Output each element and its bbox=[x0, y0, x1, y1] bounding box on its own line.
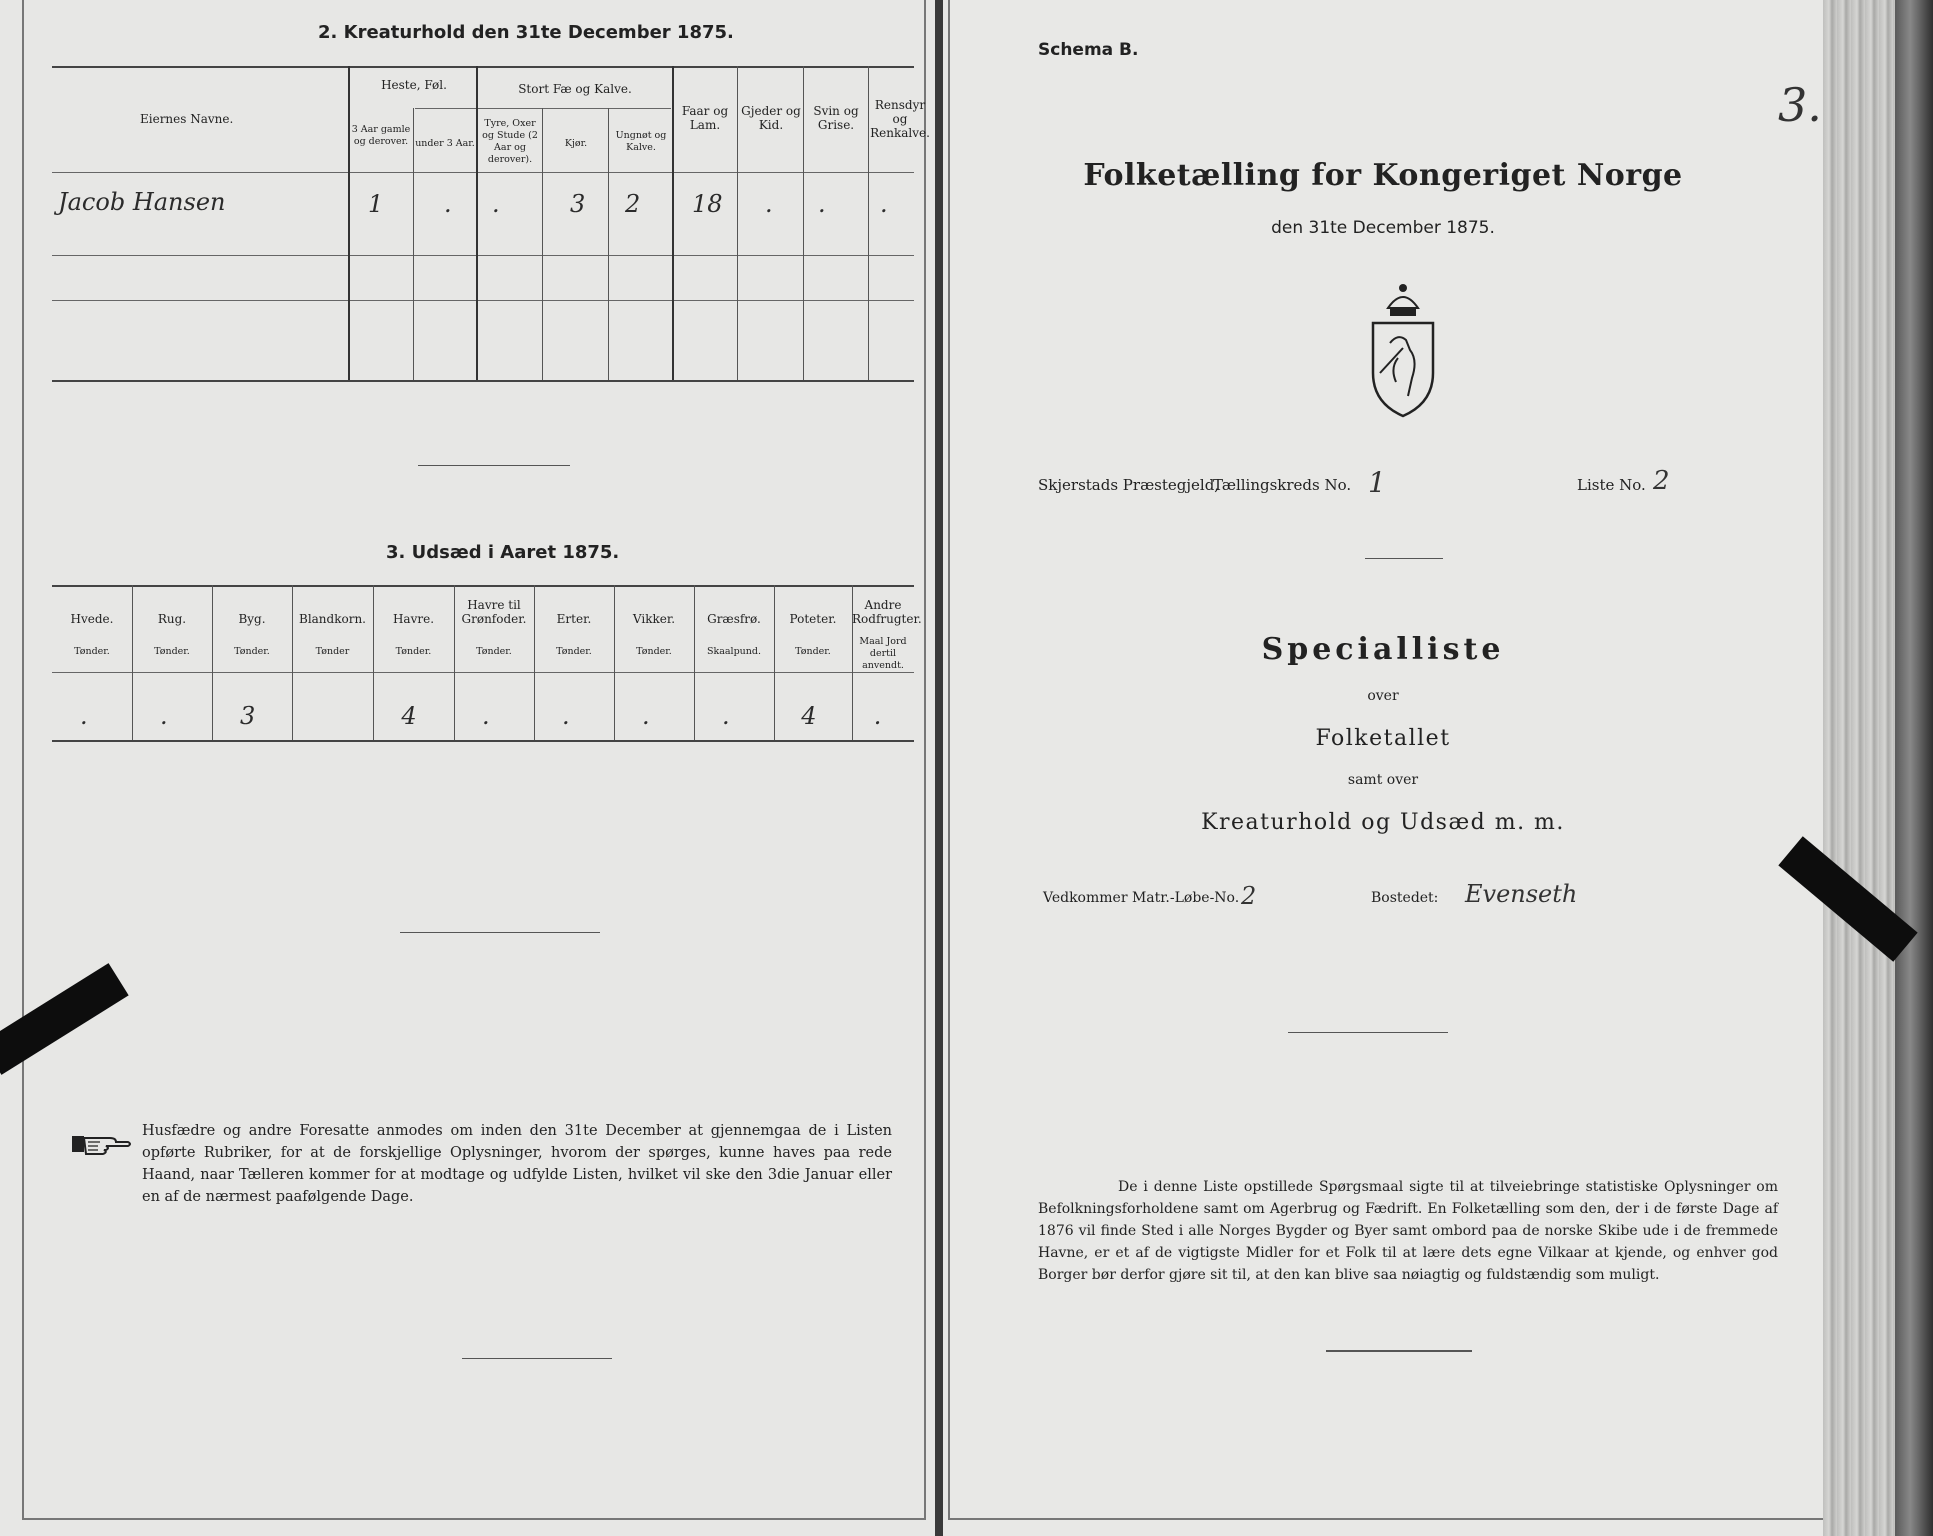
explanation-text: De i denne Liste opstillede Spørgsmaal sigte til at tilveiebringe statistiske Oplysninger om Befolkningsforholdene samt om Agerbrug og Fædrift. En Folketælling som den, der i de første Dage af 1876 vil finde Sted i alle Norges Bygder og Byer samt ombord paa de norske Skibe ude i de fremmede Havne, er et af de vigtigste Midler for et Folk til at lære dets egne Vilkaar at kjende, og enhver god Borger bør derfor gjøre sit til, at den kan blive saa nøiagtig og fuldstændig som muligt. bbox=[1038, 1179, 1778, 1283]
udsaed-value: 4 bbox=[801, 702, 817, 730]
header-horses-young: under 3 Aar. bbox=[415, 138, 475, 149]
table2-col-line bbox=[542, 108, 543, 380]
udsaed-header-unit: Tønder. bbox=[74, 646, 110, 657]
table3-bottom-rule bbox=[52, 740, 914, 742]
special-title: Specialliste bbox=[1261, 632, 1505, 667]
pointing-hand-icon bbox=[70, 1130, 132, 1158]
header-cattle: Stort Fæ og Kalve. bbox=[518, 82, 632, 96]
value-cattle-young: 2 bbox=[625, 190, 641, 218]
header-pigs: Svin og Grise. bbox=[813, 104, 859, 132]
table3-col-line bbox=[373, 585, 374, 740]
table2-header-rule bbox=[52, 172, 914, 173]
table2-col-line bbox=[868, 66, 869, 380]
table2-col-line bbox=[803, 66, 804, 380]
table3-col-line bbox=[534, 585, 535, 740]
cover-edge bbox=[1895, 0, 1933, 1536]
table2-subheader-rule bbox=[415, 108, 671, 109]
bosted-value: Evenseth bbox=[1465, 880, 1578, 908]
udsaed-header-name: Rug. bbox=[157, 612, 187, 626]
udsaed-value: . bbox=[873, 702, 882, 730]
left-page-frame bbox=[22, 0, 926, 1520]
section2-title: 2. Kreaturhold den 31te December 1875. bbox=[318, 22, 734, 43]
value-horses-old: 1 bbox=[368, 190, 384, 218]
udsaed-value: 3 bbox=[240, 702, 256, 730]
udsaed-value: . bbox=[80, 702, 88, 730]
value-cattle-bulls: . bbox=[492, 190, 500, 218]
table2-col-line bbox=[476, 66, 478, 380]
udsaed-header-name: Blandkorn. bbox=[299, 612, 366, 626]
divider-rule bbox=[400, 932, 600, 933]
udsaed-header-unit: Tønder. bbox=[476, 646, 512, 657]
udsaed-header-unit: Skaalpund. bbox=[706, 646, 762, 657]
value-reindeer: . bbox=[880, 190, 888, 218]
udsaed-value: . bbox=[482, 702, 490, 730]
udsaed-header-unit: Maal Jord dertil anvendt. bbox=[859, 636, 907, 671]
udsaed-value: . bbox=[562, 702, 570, 730]
udsaed-header-name: Havre til Grønfoder. bbox=[461, 598, 527, 626]
udsaed-header-unit: Tønder. bbox=[234, 646, 270, 657]
value-cattle-cows: 3 bbox=[570, 190, 586, 218]
udsaed-header-unit: Tønder. bbox=[556, 646, 592, 657]
header-sheep: Faar og Lam. bbox=[681, 104, 729, 132]
value-pigs: . bbox=[818, 190, 826, 218]
udsaed-header-name: Byg. bbox=[238, 612, 266, 626]
matr-label: Vedkommer Matr.-Løbe-No. bbox=[1043, 890, 1240, 906]
udsaed-header-name: Græsfrø. bbox=[707, 612, 761, 626]
notice-text: Husfædre og andre Foresatte anmodes om inden den 31te December at gjennemgaa de i Listen opførte Rubriker, for at de forskjellige Oplysninger, hvorom der spørges, kunne haves paa rede Haand, naar Tælleren kommer for at modtage og udfylde Listen, hvilket vil ske den 3die Januar eller en af de nærmest paafølgende Dage. bbox=[142, 1123, 892, 1205]
table2-col-line bbox=[608, 108, 609, 380]
udsaed-header-name: Andre Rodfrugter. bbox=[852, 598, 922, 626]
list-value: 2 bbox=[1653, 466, 1670, 496]
title-date: den 31te December 1875. bbox=[1271, 218, 1495, 238]
bosted-label: Bostedet: bbox=[1371, 890, 1439, 906]
divider-rule bbox=[1365, 558, 1443, 559]
header-goats: Gjeder og Kid. bbox=[741, 104, 801, 132]
table3-top-rule bbox=[52, 585, 914, 587]
udsaed-header-unit: Tønder bbox=[315, 646, 350, 657]
table2-top-rule bbox=[52, 66, 914, 68]
udsaed-header-name: Erter. bbox=[556, 612, 592, 626]
left-page bbox=[0, 0, 935, 1536]
section3-title: 3. Udsæd i Aaret 1875. bbox=[386, 542, 620, 563]
table3-col-line bbox=[212, 585, 213, 740]
table2-col-line bbox=[348, 66, 350, 380]
udsaed-header-unit: Tønder. bbox=[795, 646, 831, 657]
subject-livestock: Kreaturhold og Udsæd m. m. bbox=[1201, 810, 1565, 835]
header-cattle-cows: Kjør. bbox=[564, 138, 588, 149]
over-text-1: over bbox=[1367, 688, 1399, 704]
divider-rule bbox=[462, 1358, 612, 1359]
header-horses: Heste, Føl. bbox=[381, 78, 447, 92]
table2-col-line bbox=[737, 66, 738, 380]
udsaed-value: . bbox=[722, 702, 730, 730]
value-sheep: 18 bbox=[692, 190, 723, 218]
table2-row-rule-1 bbox=[52, 255, 914, 256]
count-district-label: Tællingskreds No. bbox=[1213, 476, 1352, 494]
udsaed-value: . bbox=[642, 702, 650, 730]
table3-col-line bbox=[132, 585, 133, 740]
header-cattle-bulls: Tyre, Oxer og Stude (2 Aar og derover). bbox=[482, 118, 538, 165]
udsaed-header-name: Vikker. bbox=[632, 612, 676, 626]
table2-bottom-rule bbox=[52, 380, 914, 382]
over-text-2: samt over bbox=[1347, 772, 1419, 788]
header-reindeer: Rensdyr og Renkalve. bbox=[870, 98, 930, 140]
divider-rule bbox=[1326, 1350, 1472, 1352]
main-title: Folketælling for Kongeriget Norge bbox=[1083, 158, 1683, 193]
count-district-value: 1 bbox=[1368, 466, 1386, 499]
udsaed-header-name: Hvede. bbox=[70, 612, 114, 626]
header-horses-old: 3 Aar gamle og derover. bbox=[351, 124, 411, 147]
divider-rule bbox=[418, 465, 570, 466]
schema-label: Schema B. bbox=[1038, 40, 1139, 60]
udsaed-value: . bbox=[160, 702, 168, 730]
udsaed-header-unit: Tønder. bbox=[154, 646, 190, 657]
owner-name: Jacob Hansen bbox=[58, 188, 226, 216]
district-label: Skjerstads Præstegjeld, bbox=[1038, 476, 1220, 494]
table3-col-line bbox=[694, 585, 695, 740]
udsaed-header-name: Poteter. bbox=[789, 612, 837, 626]
udsaed-header-unit: Tønder. bbox=[636, 646, 672, 657]
udsaed-value: 4 bbox=[401, 702, 417, 730]
matr-value: 2 bbox=[1241, 882, 1257, 910]
table3-col-line bbox=[292, 585, 293, 740]
page-number: 3. bbox=[1778, 78, 1822, 132]
book-spine bbox=[935, 0, 943, 1536]
value-horses-young: . bbox=[444, 190, 452, 218]
header-owner: Eiernes Navne. bbox=[140, 112, 234, 126]
udsaed-header-unit: Tønder. bbox=[395, 646, 432, 657]
norwegian-coat-of-arms-icon bbox=[1368, 278, 1438, 418]
udsaed-header-name: Havre. bbox=[392, 612, 435, 626]
divider-rule bbox=[1288, 1032, 1448, 1033]
table3-header-rule bbox=[52, 672, 914, 673]
table2-row-rule-2 bbox=[52, 300, 914, 301]
table3-col-line bbox=[774, 585, 775, 740]
table3-col-line bbox=[614, 585, 615, 740]
subject-population: Folketallet bbox=[1315, 726, 1451, 751]
value-goats: . bbox=[765, 190, 773, 218]
right-page bbox=[943, 0, 1933, 1536]
list-label: Liste No. bbox=[1577, 476, 1646, 494]
header-cattle-young: Ungnøt og Kalve. bbox=[615, 130, 667, 153]
